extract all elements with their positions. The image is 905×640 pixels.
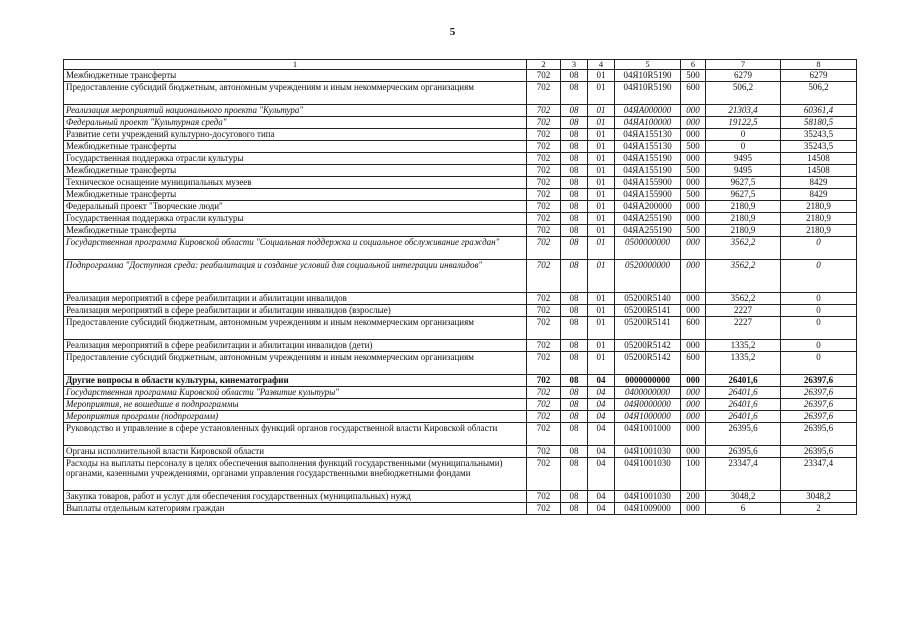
row-amount-year-1: 1335,2 bbox=[706, 340, 781, 352]
row-subsection: 08 bbox=[561, 129, 588, 141]
row-name: Реализация мероприятий в сфере реабилитации и абилитации инвалидов (взрослые) bbox=[64, 305, 527, 317]
row-amount-year-2: 0 bbox=[781, 260, 857, 293]
row-section: 702 bbox=[527, 82, 561, 105]
row-amount-year-2: 26395,6 bbox=[781, 446, 857, 458]
row-amount-year-2: 23347,4 bbox=[781, 458, 857, 491]
row-section: 702 bbox=[527, 105, 561, 117]
row-target-article: 04ЯА155190 bbox=[615, 153, 681, 165]
row-amount-year-1: 26395,6 bbox=[706, 423, 781, 446]
row-target-article: 04Я1000000 bbox=[615, 411, 681, 423]
row-subsubsection: 01 bbox=[588, 129, 615, 141]
row-amount-year-1: 26401,6 bbox=[706, 387, 781, 399]
row-amount-year-2: 58180,5 bbox=[781, 117, 857, 129]
row-expense-type: 500 bbox=[681, 165, 706, 177]
row-subsubsection: 04 bbox=[588, 411, 615, 423]
row-section: 702 bbox=[527, 213, 561, 225]
table-row bbox=[64, 446, 857, 458]
row-amount-year-1: 9627,5 bbox=[706, 189, 781, 201]
row-target-article: 04ЯА100000 bbox=[615, 117, 681, 129]
table-row bbox=[64, 458, 857, 491]
row-target-article: 0000000000 bbox=[615, 375, 681, 387]
row-expense-type: 000 bbox=[681, 399, 706, 411]
header-col-5: 5 bbox=[615, 60, 681, 70]
row-amount-year-2: 0 bbox=[781, 317, 857, 340]
table-row bbox=[64, 70, 857, 82]
row-amount-year-2: 35243,5 bbox=[781, 141, 857, 153]
row-amount-year-2: 14508 bbox=[781, 165, 857, 177]
row-expense-type: 000 bbox=[681, 375, 706, 387]
row-name: Межбюджетные трансферты bbox=[64, 225, 527, 237]
row-amount-year-1: 6 bbox=[706, 503, 781, 515]
row-amount-year-1: 2227 bbox=[706, 305, 781, 317]
row-amount-year-1: 26401,6 bbox=[706, 411, 781, 423]
table-row bbox=[64, 117, 857, 129]
header-col-8: 8 bbox=[781, 60, 857, 70]
row-amount-year-1: 19122,5 bbox=[706, 117, 781, 129]
header-col-1: 1 bbox=[64, 60, 527, 70]
table-row bbox=[64, 317, 857, 340]
row-amount-year-2: 14508 bbox=[781, 153, 857, 165]
row-amount-year-1: 21303,4 bbox=[706, 105, 781, 117]
row-name: Техническое оснащение муниципальных музеев bbox=[64, 177, 527, 189]
row-subsubsection: 01 bbox=[588, 260, 615, 293]
row-expense-type: 000 bbox=[681, 387, 706, 399]
row-subsection: 08 bbox=[561, 411, 588, 423]
row-expense-type: 000 bbox=[681, 411, 706, 423]
row-target-article: 04ЯА255190 bbox=[615, 213, 681, 225]
table-row bbox=[64, 352, 857, 375]
row-amount-year-1: 2180,9 bbox=[706, 201, 781, 213]
row-name: Руководство и управление в сфере установленных функций органов государственной власти Кировской области bbox=[64, 423, 527, 446]
row-subsection: 08 bbox=[561, 201, 588, 213]
row-expense-type: 000 bbox=[681, 129, 706, 141]
row-subsection: 08 bbox=[561, 105, 588, 117]
row-amount-year-2: 3048,2 bbox=[781, 491, 857, 503]
row-target-article: 04ЯА155130 bbox=[615, 141, 681, 153]
row-subsubsection: 04 bbox=[588, 503, 615, 515]
row-section: 702 bbox=[527, 189, 561, 201]
row-amount-year-1: 6279 bbox=[706, 70, 781, 82]
row-amount-year-1: 3048,2 bbox=[706, 491, 781, 503]
row-amount-year-1: 26401,6 bbox=[706, 375, 781, 387]
row-amount-year-1: 3562,2 bbox=[706, 237, 781, 260]
row-subsection: 08 bbox=[561, 387, 588, 399]
row-amount-year-1: 3562,2 bbox=[706, 293, 781, 305]
row-amount-year-1: 2180,9 bbox=[706, 213, 781, 225]
row-section: 702 bbox=[527, 491, 561, 503]
row-subsubsection: 01 bbox=[588, 317, 615, 340]
row-name: Реализация мероприятий в сфере реабилитации и абилитации инвалидов bbox=[64, 293, 527, 305]
row-name: Выплаты отдельным категориям граждан bbox=[64, 503, 527, 515]
row-expense-type: 500 bbox=[681, 189, 706, 201]
row-expense-type: 500 bbox=[681, 141, 706, 153]
row-amount-year-2: 2 bbox=[781, 503, 857, 515]
row-name: Межбюджетные трансферты bbox=[64, 141, 527, 153]
row-name: Предоставление субсидий бюджетным, автономным учреждениям и иным некоммерческим организациям bbox=[64, 82, 527, 105]
row-target-article: 04Я1001030 bbox=[615, 458, 681, 491]
row-section: 702 bbox=[527, 458, 561, 491]
row-target-article: 04ЯА000000 bbox=[615, 105, 681, 117]
row-target-article: 04ЯА155130 bbox=[615, 129, 681, 141]
row-amount-year-2: 2180,9 bbox=[781, 213, 857, 225]
row-expense-type: 000 bbox=[681, 446, 706, 458]
row-subsection: 08 bbox=[561, 423, 588, 446]
row-section: 702 bbox=[527, 237, 561, 260]
row-subsubsection: 01 bbox=[588, 177, 615, 189]
row-subsection: 08 bbox=[561, 82, 588, 105]
table-row bbox=[64, 503, 857, 515]
row-expense-type: 000 bbox=[681, 177, 706, 189]
table-body bbox=[64, 70, 857, 515]
row-target-article: 0520000000 bbox=[615, 260, 681, 293]
table-row bbox=[64, 82, 857, 105]
row-section: 702 bbox=[527, 317, 561, 340]
table-row bbox=[64, 201, 857, 213]
row-target-article: 04Я1001000 bbox=[615, 423, 681, 446]
row-amount-year-2: 26397,6 bbox=[781, 399, 857, 411]
table-row bbox=[64, 375, 857, 387]
row-subsection: 08 bbox=[561, 213, 588, 225]
row-name: Мероприятия, не вошедшие в подпрограммы bbox=[64, 399, 527, 411]
row-subsection: 08 bbox=[561, 446, 588, 458]
row-expense-type: 000 bbox=[681, 293, 706, 305]
row-amount-year-1: 26395,6 bbox=[706, 446, 781, 458]
row-target-article: 04Я10R5190 bbox=[615, 70, 681, 82]
row-amount-year-1: 0 bbox=[706, 129, 781, 141]
table-row bbox=[64, 141, 857, 153]
row-subsection: 08 bbox=[561, 399, 588, 411]
row-amount-year-2: 26397,6 bbox=[781, 411, 857, 423]
row-amount-year-2: 8429 bbox=[781, 177, 857, 189]
budget-table bbox=[63, 59, 857, 515]
header-col-4: 4 bbox=[588, 60, 615, 70]
row-subsubsection: 01 bbox=[588, 201, 615, 213]
row-section: 702 bbox=[527, 177, 561, 189]
row-expense-type: 100 bbox=[681, 458, 706, 491]
row-name: Государственная поддержка отрасли культуры bbox=[64, 213, 527, 225]
row-subsection: 08 bbox=[561, 117, 588, 129]
row-amount-year-2: 0 bbox=[781, 305, 857, 317]
row-section: 702 bbox=[527, 387, 561, 399]
row-target-article: 04Я1001030 bbox=[615, 491, 681, 503]
row-subsection: 08 bbox=[561, 375, 588, 387]
row-target-article: 04Я1009000 bbox=[615, 503, 681, 515]
row-target-article: 04ЯА155900 bbox=[615, 189, 681, 201]
table-row bbox=[64, 260, 857, 293]
row-section: 702 bbox=[527, 225, 561, 237]
row-subsection: 08 bbox=[561, 503, 588, 515]
row-section: 702 bbox=[527, 129, 561, 141]
row-target-article: 04Я1001030 bbox=[615, 446, 681, 458]
row-subsection: 08 bbox=[561, 305, 588, 317]
row-subsubsection: 01 bbox=[588, 189, 615, 201]
row-subsection: 08 bbox=[561, 189, 588, 201]
row-subsection: 08 bbox=[561, 237, 588, 260]
row-name: Межбюджетные трансферты bbox=[64, 189, 527, 201]
table-row bbox=[64, 225, 857, 237]
table-row bbox=[64, 399, 857, 411]
row-expense-type: 000 bbox=[681, 503, 706, 515]
table-row bbox=[64, 237, 857, 260]
row-name: Реализация мероприятий национального проекта "Культура" bbox=[64, 105, 527, 117]
table-row bbox=[64, 177, 857, 189]
row-amount-year-1: 0 bbox=[706, 141, 781, 153]
row-amount-year-2: 6279 bbox=[781, 70, 857, 82]
row-target-article: 05200R5141 bbox=[615, 305, 681, 317]
row-subsubsection: 01 bbox=[588, 117, 615, 129]
row-amount-year-2: 2180,9 bbox=[781, 201, 857, 213]
row-name: Государственная программа Кировской области "Развитие культуры" bbox=[64, 387, 527, 399]
row-name: Федеральный проект "Культурная среда" bbox=[64, 117, 527, 129]
row-subsection: 08 bbox=[561, 352, 588, 375]
row-target-article: 04ЯА155190 bbox=[615, 165, 681, 177]
row-section: 702 bbox=[527, 305, 561, 317]
row-section: 702 bbox=[527, 141, 561, 153]
row-subsubsection: 01 bbox=[588, 141, 615, 153]
row-target-article: 04ЯА200000 bbox=[615, 201, 681, 213]
row-section: 702 bbox=[527, 340, 561, 352]
row-amount-year-1: 9495 bbox=[706, 153, 781, 165]
row-subsubsection: 01 bbox=[588, 105, 615, 117]
row-target-article: 04ЯА155900 bbox=[615, 177, 681, 189]
row-subsection: 08 bbox=[561, 293, 588, 305]
row-expense-type: 600 bbox=[681, 317, 706, 340]
row-section: 702 bbox=[527, 260, 561, 293]
row-target-article: 04ЯА255190 bbox=[615, 225, 681, 237]
row-name: Подпрограмма "Доступная среда: реабилитация и создание условий для социальной интеграции инвалидов" bbox=[64, 260, 527, 293]
row-amount-year-2: 26397,6 bbox=[781, 375, 857, 387]
row-section: 702 bbox=[527, 293, 561, 305]
row-subsection: 08 bbox=[561, 177, 588, 189]
row-section: 702 bbox=[527, 165, 561, 177]
row-subsubsection: 01 bbox=[588, 213, 615, 225]
row-name: Предоставление субсидий бюджетным, автономным учреждениям и иным некоммерческим организациям bbox=[64, 317, 527, 340]
header-col-7: 7 bbox=[706, 60, 781, 70]
row-expense-type: 000 bbox=[681, 260, 706, 293]
table-row bbox=[64, 189, 857, 201]
header-col-3: 3 bbox=[561, 60, 588, 70]
row-subsection: 08 bbox=[561, 491, 588, 503]
row-section: 702 bbox=[527, 446, 561, 458]
row-name: Мероприятия программ (подпрограмм) bbox=[64, 411, 527, 423]
row-expense-type: 000 bbox=[681, 201, 706, 213]
row-subsubsection: 01 bbox=[588, 225, 615, 237]
row-subsubsection: 04 bbox=[588, 423, 615, 446]
row-amount-year-1: 3562,2 bbox=[706, 260, 781, 293]
table-row bbox=[64, 411, 857, 423]
row-section: 702 bbox=[527, 117, 561, 129]
row-subsection: 08 bbox=[561, 260, 588, 293]
page-number: 5 bbox=[449, 26, 456, 38]
row-subsubsection: 01 bbox=[588, 352, 615, 375]
row-expense-type: 000 bbox=[681, 117, 706, 129]
row-subsubsection: 01 bbox=[588, 305, 615, 317]
row-subsubsection: 01 bbox=[588, 70, 615, 82]
row-expense-type: 600 bbox=[681, 82, 706, 105]
row-target-article: 04Я0000000 bbox=[615, 399, 681, 411]
row-subsection: 08 bbox=[561, 70, 588, 82]
row-subsubsection: 01 bbox=[588, 165, 615, 177]
table-row bbox=[64, 165, 857, 177]
row-subsubsection: 04 bbox=[588, 399, 615, 411]
row-amount-year-2: 506,2 bbox=[781, 82, 857, 105]
row-subsubsection: 04 bbox=[588, 491, 615, 503]
row-subsubsection: 04 bbox=[588, 446, 615, 458]
table-row bbox=[64, 387, 857, 399]
row-subsubsection: 01 bbox=[588, 153, 615, 165]
row-section: 702 bbox=[527, 352, 561, 375]
table-row bbox=[64, 129, 857, 141]
table-row bbox=[64, 305, 857, 317]
row-subsubsection: 01 bbox=[588, 237, 615, 260]
row-subsection: 08 bbox=[561, 225, 588, 237]
row-amount-year-1: 1335,2 bbox=[706, 352, 781, 375]
header-col-2: 2 bbox=[527, 60, 561, 70]
row-amount-year-2: 2180,9 bbox=[781, 225, 857, 237]
row-target-article: 05200R5141 bbox=[615, 317, 681, 340]
row-name: Федеральный проект "Творческие люди" bbox=[64, 201, 527, 213]
row-subsection: 08 bbox=[561, 141, 588, 153]
row-name: Органы исполнительной власти Кировской области bbox=[64, 446, 527, 458]
row-amount-year-1: 9495 bbox=[706, 165, 781, 177]
row-target-article: 0500000000 bbox=[615, 237, 681, 260]
row-expense-type: 000 bbox=[681, 340, 706, 352]
row-expense-type: 500 bbox=[681, 70, 706, 82]
row-subsection: 08 bbox=[561, 458, 588, 491]
header-col-6: 6 bbox=[681, 60, 706, 70]
table-row bbox=[64, 423, 857, 446]
row-section: 702 bbox=[527, 375, 561, 387]
row-expense-type: 000 bbox=[681, 237, 706, 260]
table-row bbox=[64, 340, 857, 352]
row-subsection: 08 bbox=[561, 340, 588, 352]
row-target-article: 05200R5142 bbox=[615, 340, 681, 352]
row-subsubsection: 04 bbox=[588, 387, 615, 399]
table-header-row bbox=[64, 60, 857, 70]
row-amount-year-1: 9627,5 bbox=[706, 177, 781, 189]
row-subsection: 08 bbox=[561, 165, 588, 177]
row-amount-year-1: 506,2 bbox=[706, 82, 781, 105]
row-amount-year-2: 0 bbox=[781, 237, 857, 260]
row-name: Развитие сети учреждений культурно-досугового типа bbox=[64, 129, 527, 141]
row-expense-type: 000 bbox=[681, 153, 706, 165]
row-subsection: 08 bbox=[561, 153, 588, 165]
row-subsubsection: 01 bbox=[588, 340, 615, 352]
row-expense-type: 500 bbox=[681, 225, 706, 237]
row-name: Межбюджетные трансферты bbox=[64, 165, 527, 177]
table-row bbox=[64, 491, 857, 503]
table-row bbox=[64, 153, 857, 165]
row-target-article: 04Я10R5190 bbox=[615, 82, 681, 105]
row-name: Другие вопросы в области культуры, кинематографии bbox=[64, 375, 527, 387]
row-name: Предоставление субсидий бюджетным, автономным учреждениям и иным некоммерческим организациям bbox=[64, 352, 527, 375]
row-amount-year-2: 60361,4 bbox=[781, 105, 857, 117]
row-expense-type: 000 bbox=[681, 423, 706, 446]
table-row bbox=[64, 105, 857, 117]
row-name: Реализация мероприятий в сфере реабилитации и абилитации инвалидов (дети) bbox=[64, 340, 527, 352]
row-section: 702 bbox=[527, 399, 561, 411]
row-target-article: 0400000000 bbox=[615, 387, 681, 399]
row-amount-year-1: 2227 bbox=[706, 317, 781, 340]
row-amount-year-2: 8429 bbox=[781, 189, 857, 201]
row-name: Межбюджетные трансферты bbox=[64, 70, 527, 82]
row-amount-year-2: 0 bbox=[781, 293, 857, 305]
row-section: 702 bbox=[527, 411, 561, 423]
row-subsubsection: 04 bbox=[588, 375, 615, 387]
row-amount-year-2: 0 bbox=[781, 340, 857, 352]
row-expense-type: 200 bbox=[681, 491, 706, 503]
row-amount-year-1: 23347,4 bbox=[706, 458, 781, 491]
row-amount-year-1: 26401,6 bbox=[706, 399, 781, 411]
row-amount-year-1: 2180,9 bbox=[706, 225, 781, 237]
table-row bbox=[64, 213, 857, 225]
row-section: 702 bbox=[527, 423, 561, 446]
row-amount-year-2: 0 bbox=[781, 352, 857, 375]
row-subsection: 08 bbox=[561, 317, 588, 340]
row-name: Закупка товаров, работ и услуг для обеспечения государственных (муниципальных) нужд bbox=[64, 491, 527, 503]
row-subsubsection: 01 bbox=[588, 293, 615, 305]
row-name: Расходы на выплаты персоналу в целях обеспечения выполнения функций государственными (муниципальными) органами, казенными учреждениями, органами управления государственными внебюджетными фондами bbox=[64, 458, 527, 491]
row-amount-year-2: 35243,5 bbox=[781, 129, 857, 141]
row-section: 702 bbox=[527, 503, 561, 515]
row-target-article: 05200R5140 bbox=[615, 293, 681, 305]
row-section: 702 bbox=[527, 153, 561, 165]
row-name: Государственная программа Кировской области "Социальная поддержка и социальное обслуживание граждан" bbox=[64, 237, 527, 260]
row-name: Государственная поддержка отрасли культуры bbox=[64, 153, 527, 165]
row-amount-year-2: 26397,6 bbox=[781, 387, 857, 399]
row-subsubsection: 01 bbox=[588, 82, 615, 105]
row-amount-year-2: 26395,6 bbox=[781, 423, 857, 446]
row-expense-type: 000 bbox=[681, 213, 706, 225]
table-row bbox=[64, 293, 857, 305]
row-section: 702 bbox=[527, 70, 561, 82]
row-section: 702 bbox=[527, 201, 561, 213]
row-expense-type: 000 bbox=[681, 105, 706, 117]
row-subsubsection: 04 bbox=[588, 458, 615, 491]
row-target-article: 05200R5142 bbox=[615, 352, 681, 375]
row-expense-type: 600 bbox=[681, 352, 706, 375]
row-expense-type: 000 bbox=[681, 305, 706, 317]
